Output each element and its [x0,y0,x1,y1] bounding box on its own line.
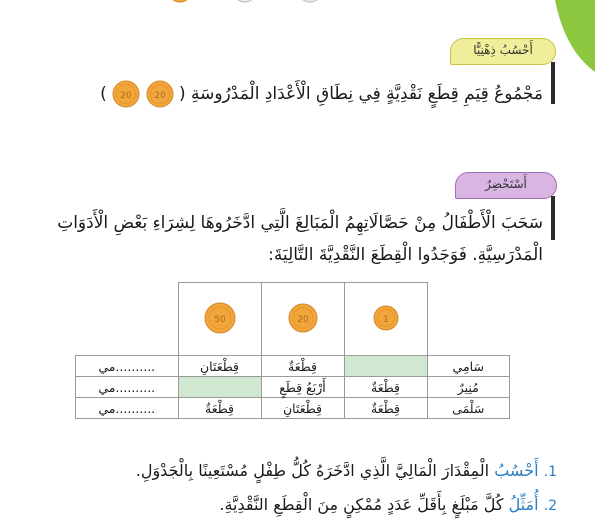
count-cell-20: قِطْعَةٌ [261,356,344,377]
svg-text:20: 20 [296,314,309,325]
question-text: كُلَّ مَبْلَغٍ بِأَقَلِّ عَدَدٍ مُمْكِنٍ مِنَ الْقِطَعِ النَّقْدِيَّةِ. [219,495,509,514]
coin-header-20 [261,283,344,356]
total-blank: ..........مي [76,356,179,377]
table-row [76,398,510,419]
page-corner-decoration [555,0,595,80]
question-verb: أَحْسُبُ [494,461,539,480]
section-marker [551,62,555,104]
coin-header-1 [344,283,427,356]
count-cell-1: قِطْعَةٌ [344,377,427,398]
count-cell-1 [344,356,427,377]
table-row [76,377,510,398]
question-text: الْمِقْدَارَ الْمَالِيَّ الَّذِي ادَّخَرَهُ كُلُّ طِفْلٍ مُسْتَعِينًا بِالْجَدْوَلِ. [135,461,495,480]
count-cell-50 [178,377,261,398]
coin-1-icon [373,305,399,331]
question-number: 1. [543,464,557,480]
section-marker [551,196,555,240]
question-2 [219,497,557,513]
child-name: سَلْمَى [427,398,510,419]
count-cell-50: قِطْعَةٌ [178,398,261,419]
count-cell-20: أَرْبَعُ قِطَعٍ [261,377,344,398]
coin-20-icon [112,80,140,108]
close-paren: ) [100,84,107,104]
recall-line-2: الْمَدْرَسِيَّةِ. فَوَجَدُوا الْقِطَعَ النَّقْدِيَّةَ التَّالِيَةَ: [268,245,543,265]
coin-50-icon [204,302,236,334]
total-blank: ..........مي [76,377,179,398]
question-1 [136,463,557,479]
mental-math-line [100,80,543,108]
child-name: سَامِي [427,356,510,377]
top-coins-partial [160,0,330,8]
coins-table [75,282,510,419]
table-row [76,356,510,377]
svg-text:20: 20 [120,91,132,101]
empty-cell [427,283,510,356]
coin-20-icon [146,80,174,108]
mental-math-badge: أَحْسُبُ ذِهْنِيًّا [450,38,556,65]
svg-text:1: 1 [382,314,389,325]
empty-cell [76,283,179,356]
count-cell-1: قِطْعَةٌ [344,398,427,419]
svg-text:50: 50 [213,314,226,325]
coins-header-row [76,283,510,356]
question-verb: أُمَثِّلُ [508,495,539,514]
count-cell-50: قِطْعَتَانِ [178,356,261,377]
recall-line-1: سَحَبَ الْأَطْفَالُ مِنْ حَصَّالَاتِهِمُ الْمَبَالِغَ الَّتِي ادَّخَرُوهَا لِشِرَاءِ بَعْضِ الْأَدَوَاتِ [57,213,543,233]
total-blank: ..........مي [76,398,179,419]
count-cell-20: قِطْعَتَانِ [261,398,344,419]
mental-math-text: مَجْمُوعُ قِيَمِ قِطَعٍ نَقْدِيَّةٍ فِي نِطَاقِ الْأَعْدَادِ الْمَدْرُوسَةِ ( [178,84,543,104]
question-number: 2. [543,498,557,514]
child-name: مُنِيرٌ [427,377,510,398]
svg-text:20: 20 [153,91,166,101]
coin-20-icon [288,303,318,333]
recall-badge: أَسْتَحْضِرُ [455,172,557,199]
coin-header-50 [178,283,261,356]
